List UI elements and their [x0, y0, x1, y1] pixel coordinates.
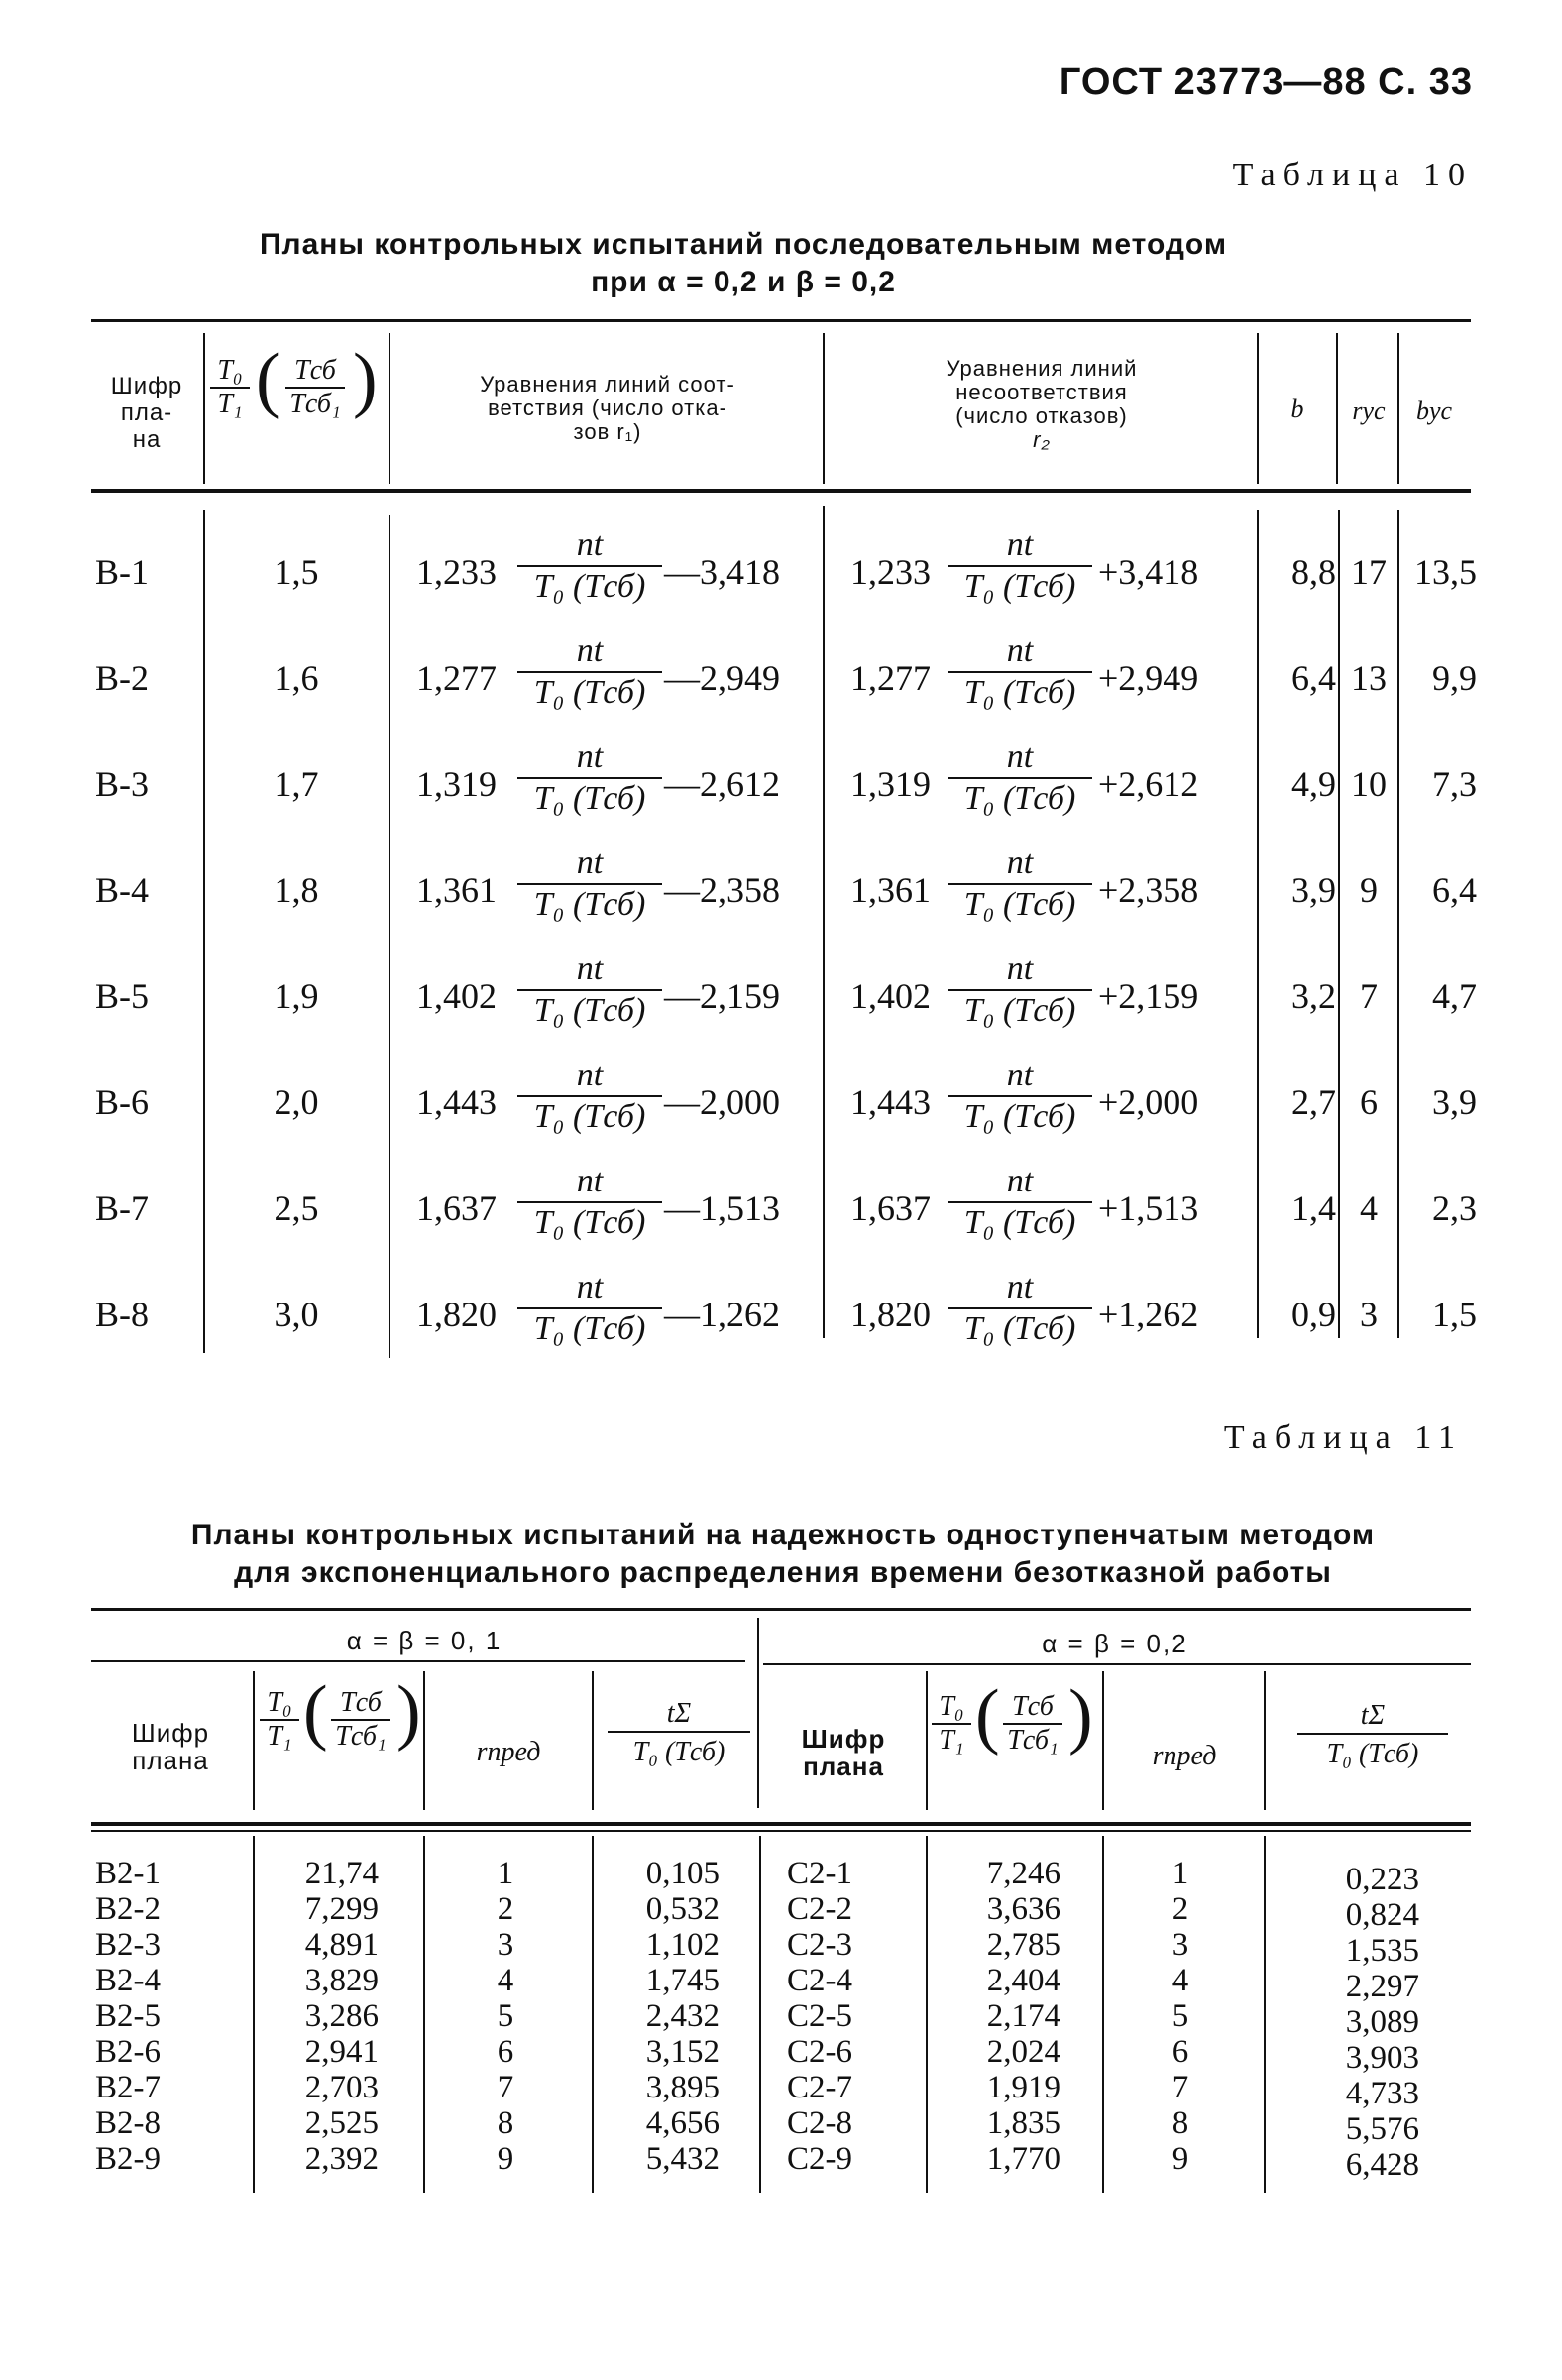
t10-ratio: 1,9 [274, 976, 319, 1016]
t10-header-accept [396, 373, 819, 444]
t10-accept-coef: 1,637 [416, 1189, 497, 1228]
t10-rus: 13 [1351, 658, 1387, 698]
t10-ratio: 1,8 [274, 870, 319, 910]
t10-b: 4,9 [1291, 764, 1336, 804]
t11-code: С2-4 [787, 1963, 852, 1998]
t11-t: 1,102 [645, 1927, 720, 1963]
t11-rpred: 8 [497, 2105, 514, 2141]
t11-ratio: 7,299 [304, 1891, 379, 1927]
t11-t: 5,432 [645, 2141, 720, 2177]
t11-ratio: 4,891 [304, 1927, 379, 1963]
t11-vline-7h [1264, 1671, 1266, 1810]
t10-reject-coef: 1,277 [850, 658, 931, 698]
t10-accept-frac-top: nt [576, 632, 604, 669]
t11-rpred: 9 [1172, 2141, 1189, 2177]
t10-vline-3h [823, 333, 825, 484]
t11-t: 3,089 [1345, 2004, 1419, 2040]
t10-bus: 6,4 [1432, 870, 1477, 910]
t10-code: В-5 [95, 976, 149, 1016]
t10-reject-fraction [948, 1056, 1092, 1137]
t11-vline-7 [1264, 1836, 1266, 2193]
t10-reject-const: +3,418 [1098, 552, 1199, 592]
t11-rpred: 7 [1172, 2070, 1189, 2105]
t11-right-codes [787, 1856, 852, 2177]
t10-accept-const: —2,612 [664, 764, 780, 804]
t11-left-header-ratio2-top: Tсб [340, 1687, 382, 1718]
t10-header-bus: bус [1415, 397, 1453, 425]
t10-reject-coef: 1,637 [850, 1189, 931, 1228]
t11-rpred: 2 [497, 1891, 514, 1927]
t10-bus: 1,5 [1432, 1295, 1477, 1334]
t11-t: 0,105 [645, 1856, 720, 1891]
table11-group1-rule [91, 1660, 745, 1662]
t11-left-header-t-top: tΣ [666, 1698, 692, 1729]
t11-ratio: 2,785 [986, 1927, 1060, 1963]
t10-header-code [91, 373, 202, 453]
table11-header-rule [91, 1822, 1471, 1826]
t11-right-header-ratio2-bot: Tсб₁ [1007, 1725, 1059, 1756]
t10-ratio: 1,6 [274, 658, 319, 698]
t11-rpred: 6 [497, 2034, 514, 2070]
t11-vline-5h [926, 1671, 928, 1810]
t10-accept-frac-top: nt [576, 1163, 604, 1199]
t10-code: В-2 [95, 658, 149, 698]
t10-reject-frac-bot: T₀ (Tсб) [963, 780, 1076, 817]
t10-bus: 2,3 [1432, 1189, 1477, 1228]
t11-rpred: 1 [1172, 1856, 1189, 1891]
table11-title [119, 1517, 1447, 1592]
t10-reject-fraction [948, 525, 1092, 607]
t10-accept-const: —2,949 [664, 658, 780, 698]
t10-b: 6,4 [1291, 658, 1336, 698]
t11-ratio: 2,392 [304, 2141, 379, 2177]
t11-right-header-ratio-top: T₀ [939, 1691, 964, 1722]
t10-reject-coef: 1,443 [850, 1082, 931, 1122]
t11-code: В2-8 [95, 2105, 161, 2141]
table10-top-rule [91, 319, 1471, 322]
t10-accept-frac-top: nt [576, 1269, 604, 1305]
t10-code: В-3 [95, 764, 149, 804]
t10-header-accept-line2: ветствия (число отка- [488, 396, 727, 420]
t10-reject-coef: 1,233 [850, 552, 931, 592]
t11-code: В2-6 [95, 2034, 161, 2070]
t10-accept-frac-bot: T₀ (Tсб) [533, 780, 646, 817]
table11-group1: α = β = 0, 1 [346, 1626, 502, 1655]
t10-vline-5h [1336, 333, 1338, 484]
t10-header-rus: rус [1352, 397, 1386, 425]
t10-rus: 9 [1360, 870, 1378, 910]
t10-accept-frac-bot: T₀ (Tсб) [533, 886, 646, 923]
t11-ratio: 7,246 [986, 1856, 1060, 1891]
t10-code: В-4 [95, 870, 149, 910]
t11-code: В2-7 [95, 2070, 161, 2105]
t11-ratio: 3,286 [304, 1998, 379, 2034]
t10-reject-const: +1,513 [1098, 1189, 1199, 1228]
t11-t: 6,428 [1345, 2147, 1419, 2183]
t11-ratio: 2,404 [986, 1963, 1060, 1998]
t10-accept-fraction [517, 1056, 662, 1137]
t10-reject-coef: 1,319 [850, 764, 931, 804]
t10-accept-frac-top: nt [576, 1057, 604, 1093]
t11-t: 3,895 [645, 2070, 720, 2105]
t11-code: С2-6 [787, 2034, 852, 2070]
t10-header-ratio: T₀ T₁ ( Tсб Tсб₁ ) [208, 349, 387, 458]
t11-rpred: 2 [1172, 1891, 1189, 1927]
t11-code: В2-9 [95, 2141, 161, 2177]
t11-vline-2 [423, 1836, 425, 2193]
t10-vline-2 [389, 515, 390, 1358]
t10-bus: 4,7 [1432, 976, 1477, 1016]
page-header: ГОСТ 23773—88 С. 33 [1059, 61, 1473, 103]
t11-right-header-code-line1: Шифр [801, 1724, 886, 1754]
t11-ratio: 2,525 [304, 2105, 379, 2141]
t11-t: 1,745 [645, 1963, 720, 1998]
t11-left-rpred [491, 1856, 520, 2177]
t10-accept-const: —1,262 [664, 1295, 780, 1334]
t10-accept-coef: 1,361 [416, 870, 497, 910]
t11-ratio: 3,636 [986, 1891, 1060, 1927]
t11-ratio: 2,024 [986, 2034, 1060, 2070]
t10-reject-const: +2,358 [1098, 870, 1199, 910]
t10-reject-coef: 1,361 [850, 870, 931, 910]
t10-accept-const: —3,418 [664, 552, 780, 592]
t11-ratio: 2,703 [304, 2070, 379, 2105]
t10-reject-frac-bot: T₀ (Tсб) [963, 886, 1076, 923]
t10-bus: 7,3 [1432, 764, 1477, 804]
t10-header-reject [831, 357, 1253, 452]
t10-code: В-1 [95, 552, 149, 592]
t11-rpred: 8 [1172, 2105, 1189, 2141]
t10-reject-frac-top: nt [1006, 632, 1034, 669]
t11-rpred: 3 [1172, 1927, 1189, 1963]
t10-ratio: 3,0 [274, 1295, 319, 1334]
t10-reject-frac-top: nt [1006, 1163, 1034, 1199]
t10-accept-coef: 1,820 [416, 1295, 497, 1334]
t11-code: С2-2 [787, 1891, 852, 1927]
t10-header-ratio2-top: Tсб [294, 355, 336, 386]
t10-bus: 13,5 [1414, 552, 1477, 592]
t10-reject-coef: 1,402 [850, 976, 931, 1016]
table11-group2-rule [763, 1663, 1471, 1665]
t11-left-t [614, 1856, 720, 2177]
t10-rus: 10 [1351, 764, 1387, 804]
t11-code: С2-5 [787, 1998, 852, 2034]
t11-code: В2-4 [95, 1963, 161, 1998]
t10-reject-fraction [948, 631, 1092, 713]
t10-header-ratio-top: T₀ [217, 355, 243, 386]
t10-rus: 17 [1351, 552, 1387, 592]
t10-header-accept-line3: зов r₁) [573, 419, 642, 444]
t10-bus: 3,9 [1432, 1082, 1477, 1122]
t10-rus: 6 [1360, 1082, 1378, 1122]
t10-ratio: 1,7 [274, 764, 319, 804]
t11-right-header-code-line2: плана [803, 1752, 884, 1781]
t11-rpred: 5 [497, 1998, 514, 2034]
t11-left-header-t [605, 1697, 753, 1772]
t10-code: В-6 [95, 1082, 149, 1122]
t11-ratio: 2,941 [304, 2034, 379, 2070]
t11-t: 0,532 [645, 1891, 720, 1927]
t11-right-t [1310, 1862, 1419, 2183]
t10-header-reject-line2: несоответствия [955, 380, 1128, 404]
t11-vline-5 [926, 1836, 928, 2193]
t11-rpred: 1 [497, 1856, 514, 1891]
t10-accept-frac-top: nt [576, 845, 604, 881]
t11-left-header-code-line1: Шифр [131, 1718, 210, 1748]
t10-rus: 3 [1360, 1295, 1378, 1334]
t10-reject-coef: 1,820 [850, 1295, 931, 1334]
t11-ratio: 1,919 [986, 2070, 1060, 2105]
t11-ratio: 1,835 [986, 2105, 1060, 2141]
t10-reject-frac-top: nt [1006, 845, 1034, 881]
t11-rpred: 5 [1172, 1998, 1189, 2034]
t10-header-code-line3: на [132, 426, 162, 453]
t11-right-header-rpred: rпред [1152, 1741, 1217, 1771]
t10-header-b: b [1290, 395, 1304, 423]
t11-left-header-ratio: T₀ T₁ ( Tсб Tсб₁ ) [260, 1681, 424, 1800]
t10-reject-frac-top: nt [1006, 738, 1034, 775]
t11-left-header-t-bot: T₀ (Tсб) [632, 1737, 725, 1767]
t10-header-ratio-bot: T₁ [217, 389, 243, 419]
t10-reject-fraction [948, 1162, 1092, 1243]
t10-reject-const: +2,612 [1098, 764, 1199, 804]
t10-b: 0,9 [1291, 1295, 1336, 1334]
t11-code: С2-1 [787, 1856, 852, 1891]
t10-header-ratio2-bot: Tсб₁ [289, 389, 341, 419]
t11-t: 2,432 [645, 1998, 720, 2034]
t11-right-header-t-bot: T₀ (Tсб) [1326, 1739, 1419, 1769]
t10-reject-fraction [948, 737, 1092, 819]
t10-rus: 7 [1360, 976, 1378, 1016]
t10-reject-frac-bot: T₀ (Tсб) [963, 1310, 1076, 1347]
t10-reject-fraction [948, 844, 1092, 925]
t11-right-header-ratio-bot: T₁ [939, 1725, 964, 1756]
t10-vline-4 [1257, 510, 1259, 1338]
t10-header-code-line2: пла- [120, 399, 173, 426]
t10-accept-fraction [517, 737, 662, 819]
t10-code: В-7 [95, 1189, 149, 1228]
t11-left-header-rpred: rпред [476, 1737, 541, 1767]
t10-accept-frac-top: nt [576, 951, 604, 987]
t10-accept-const: —2,358 [664, 870, 780, 910]
t10-reject-frac-bot: T₀ (Tсб) [963, 568, 1076, 605]
t11-rpred: 4 [1172, 1963, 1189, 1998]
t11-code: В2-1 [95, 1856, 161, 1891]
t10-vline-1h [203, 333, 205, 484]
t10-reject-frac-bot: T₀ (Tсб) [963, 992, 1076, 1029]
t11-t: 5,576 [1345, 2111, 1419, 2147]
t11-vline-1h [253, 1671, 255, 1810]
t11-left-header-ratio2-bot: Tсб₁ [335, 1721, 387, 1752]
t11-t: 3,903 [1345, 2040, 1419, 2076]
t10-accept-coef: 1,319 [416, 764, 497, 804]
t10-ratio: 2,5 [274, 1189, 319, 1228]
t10-reject-fraction [948, 1268, 1092, 1349]
t10-reject-const: +2,949 [1098, 658, 1199, 698]
t11-vline-3 [592, 1836, 594, 2193]
t10-accept-frac-bot: T₀ (Tсб) [533, 1310, 646, 1347]
t11-ratio: 2,174 [986, 1998, 1060, 2034]
t10-accept-frac-bot: T₀ (Tсб) [533, 992, 646, 1029]
t10-b: 3,9 [1291, 870, 1336, 910]
t11-code: С2-8 [787, 2105, 852, 2141]
table11-top-rule [91, 1608, 1471, 1611]
t11-t: 2,297 [1345, 1969, 1419, 2004]
t10-accept-const: —2,000 [664, 1082, 780, 1122]
t11-vline-6 [1102, 1836, 1104, 2193]
t11-rpred: 3 [497, 1927, 514, 1963]
t10-accept-fraction [517, 844, 662, 925]
t11-rpred: 6 [1172, 2034, 1189, 2070]
t10-bus: 9,9 [1432, 658, 1477, 698]
t10-accept-frac-bot: T₀ (Tсб) [533, 1098, 646, 1135]
t11-ratio: 21,74 [304, 1856, 379, 1891]
table11-group2: α = β = 0,2 [1042, 1629, 1188, 1658]
t10-reject-frac-top: nt [1006, 951, 1034, 987]
t11-right-header-t [1288, 1699, 1457, 1774]
t11-t: 0,223 [1345, 1862, 1419, 1897]
t10-accept-const: —2,159 [664, 976, 780, 1016]
t10-accept-frac-bot: T₀ (Tсб) [533, 674, 646, 711]
t11-right-header-ratio2-top: Tсб [1012, 1691, 1054, 1722]
t10-reject-fraction [948, 950, 1092, 1031]
table11-title-line1: Планы контрольных испытаний на надежность одноступенчатым методом [190, 1519, 1376, 1551]
t11-right-header-t-top: tΣ [1360, 1700, 1386, 1731]
table11-number: Таблица 11 [1223, 1419, 1463, 1456]
t11-left-header-code-line2: плана [132, 1746, 209, 1775]
t10-accept-frac-top: nt [576, 738, 604, 775]
t11-rpred: 9 [497, 2141, 514, 2177]
t10-header-reject-line1: Уравнения линий [946, 356, 1138, 381]
t10-ratio: 1,5 [274, 552, 319, 592]
t10-accept-fraction [517, 950, 662, 1031]
table10-number: Таблица 10 [1232, 157, 1473, 193]
t11-left-header-code [91, 1719, 250, 1774]
t10-accept-frac-top: nt [576, 526, 604, 563]
t11-vline-3h [592, 1671, 594, 1810]
t11-code: В2-3 [95, 1927, 161, 1963]
t10-reject-const: +1,262 [1098, 1295, 1199, 1334]
t10-reject-const: +2,159 [1098, 976, 1199, 1016]
t10-accept-coef: 1,402 [416, 976, 497, 1016]
t10-reject-frac-bot: T₀ (Tсб) [963, 1204, 1076, 1241]
t10-accept-coef: 1,277 [416, 658, 497, 698]
t10-b: 3,2 [1291, 976, 1336, 1016]
t10-vline-3 [823, 506, 825, 1338]
t11-rpred: 4 [497, 1963, 514, 1998]
t10-header-reject-line3: (число отказов) [955, 403, 1128, 428]
t10-vline-2h [389, 333, 390, 484]
t11-left-header-ratio-top: T₀ [267, 1687, 292, 1718]
t10-reject-frac-top: nt [1006, 526, 1034, 563]
t11-right-rpred [1166, 1856, 1195, 2177]
t10-accept-const: —1,513 [664, 1189, 780, 1228]
t11-t: 4,656 [645, 2105, 720, 2141]
t11-right-header-ratio: T₀ T₁ ( Tсб Tсб₁ ) [932, 1685, 1102, 1804]
t11-code: В2-5 [95, 1998, 161, 2034]
t11-code: С2-3 [787, 1927, 852, 1963]
t10-accept-frac-bot: T₀ (Tсб) [533, 1204, 646, 1241]
t11-code: С2-7 [787, 2070, 852, 2105]
table11-title-line2: для экспоненциального распределения времени безотказной работы [234, 1556, 1332, 1589]
t10-header-reject-line4: r₂ [1033, 427, 1051, 452]
t11-t: 0,824 [1345, 1897, 1419, 1933]
t10-ratio: 2,0 [274, 1082, 319, 1122]
t11-left-codes [95, 1856, 161, 2177]
t10-accept-coef: 1,443 [416, 1082, 497, 1122]
t10-reject-frac-top: nt [1006, 1269, 1034, 1305]
t11-ratio: 3,829 [304, 1963, 379, 1998]
t11-t: 1,535 [1345, 1933, 1419, 1969]
t10-header-code-line1: Шифр [110, 373, 183, 399]
t10-accept-fraction [517, 631, 662, 713]
t10-header-accept-line1: Уравнения линий соот- [480, 372, 735, 397]
t10-accept-fraction [517, 525, 662, 607]
table11-header-rule-2 [91, 1830, 1471, 1832]
t11-vline-6h [1102, 1671, 1104, 1810]
table10-title-line2: при α = 0,2 и β = 0,2 [591, 266, 896, 298]
t10-accept-frac-bot: T₀ (Tсб) [533, 568, 646, 605]
t10-reject-const: +2,000 [1098, 1082, 1199, 1122]
t11-left-ratios [260, 1856, 379, 2177]
t11-vline-1 [253, 1836, 255, 2193]
table10-title-line1: Планы контрольных испытаний последовательным методом [259, 228, 1228, 261]
table10-header-rule [91, 489, 1471, 493]
t10-accept-fraction [517, 1268, 662, 1349]
t10-reject-frac-top: nt [1006, 1057, 1034, 1093]
t11-rpred: 7 [497, 2070, 514, 2105]
t10-rus: 4 [1360, 1189, 1378, 1228]
t10-code: В-8 [95, 1295, 149, 1334]
table10-title [159, 226, 1328, 301]
t11-t: 3,152 [645, 2034, 720, 2070]
t11-vline-4 [759, 1836, 761, 2193]
t10-accept-fraction [517, 1162, 662, 1243]
t10-accept-coef: 1,233 [416, 552, 497, 592]
t10-b: 1,4 [1291, 1189, 1336, 1228]
t10-b: 2,7 [1291, 1082, 1336, 1122]
t11-ratio: 1,770 [986, 2141, 1060, 2177]
t11-code: В2-2 [95, 1891, 161, 1927]
t11-left-header-ratio-bot: T₁ [267, 1721, 292, 1752]
t10-reject-frac-bot: T₀ (Tсб) [963, 674, 1076, 711]
t11-right-ratios [953, 1856, 1060, 2177]
t11-right-header-code [763, 1725, 924, 1780]
t10-reject-frac-bot: T₀ (Tсб) [963, 1098, 1076, 1135]
t11-t: 4,733 [1345, 2076, 1419, 2111]
t11-code: С2-9 [787, 2141, 852, 2177]
t10-b: 8,8 [1291, 552, 1336, 592]
